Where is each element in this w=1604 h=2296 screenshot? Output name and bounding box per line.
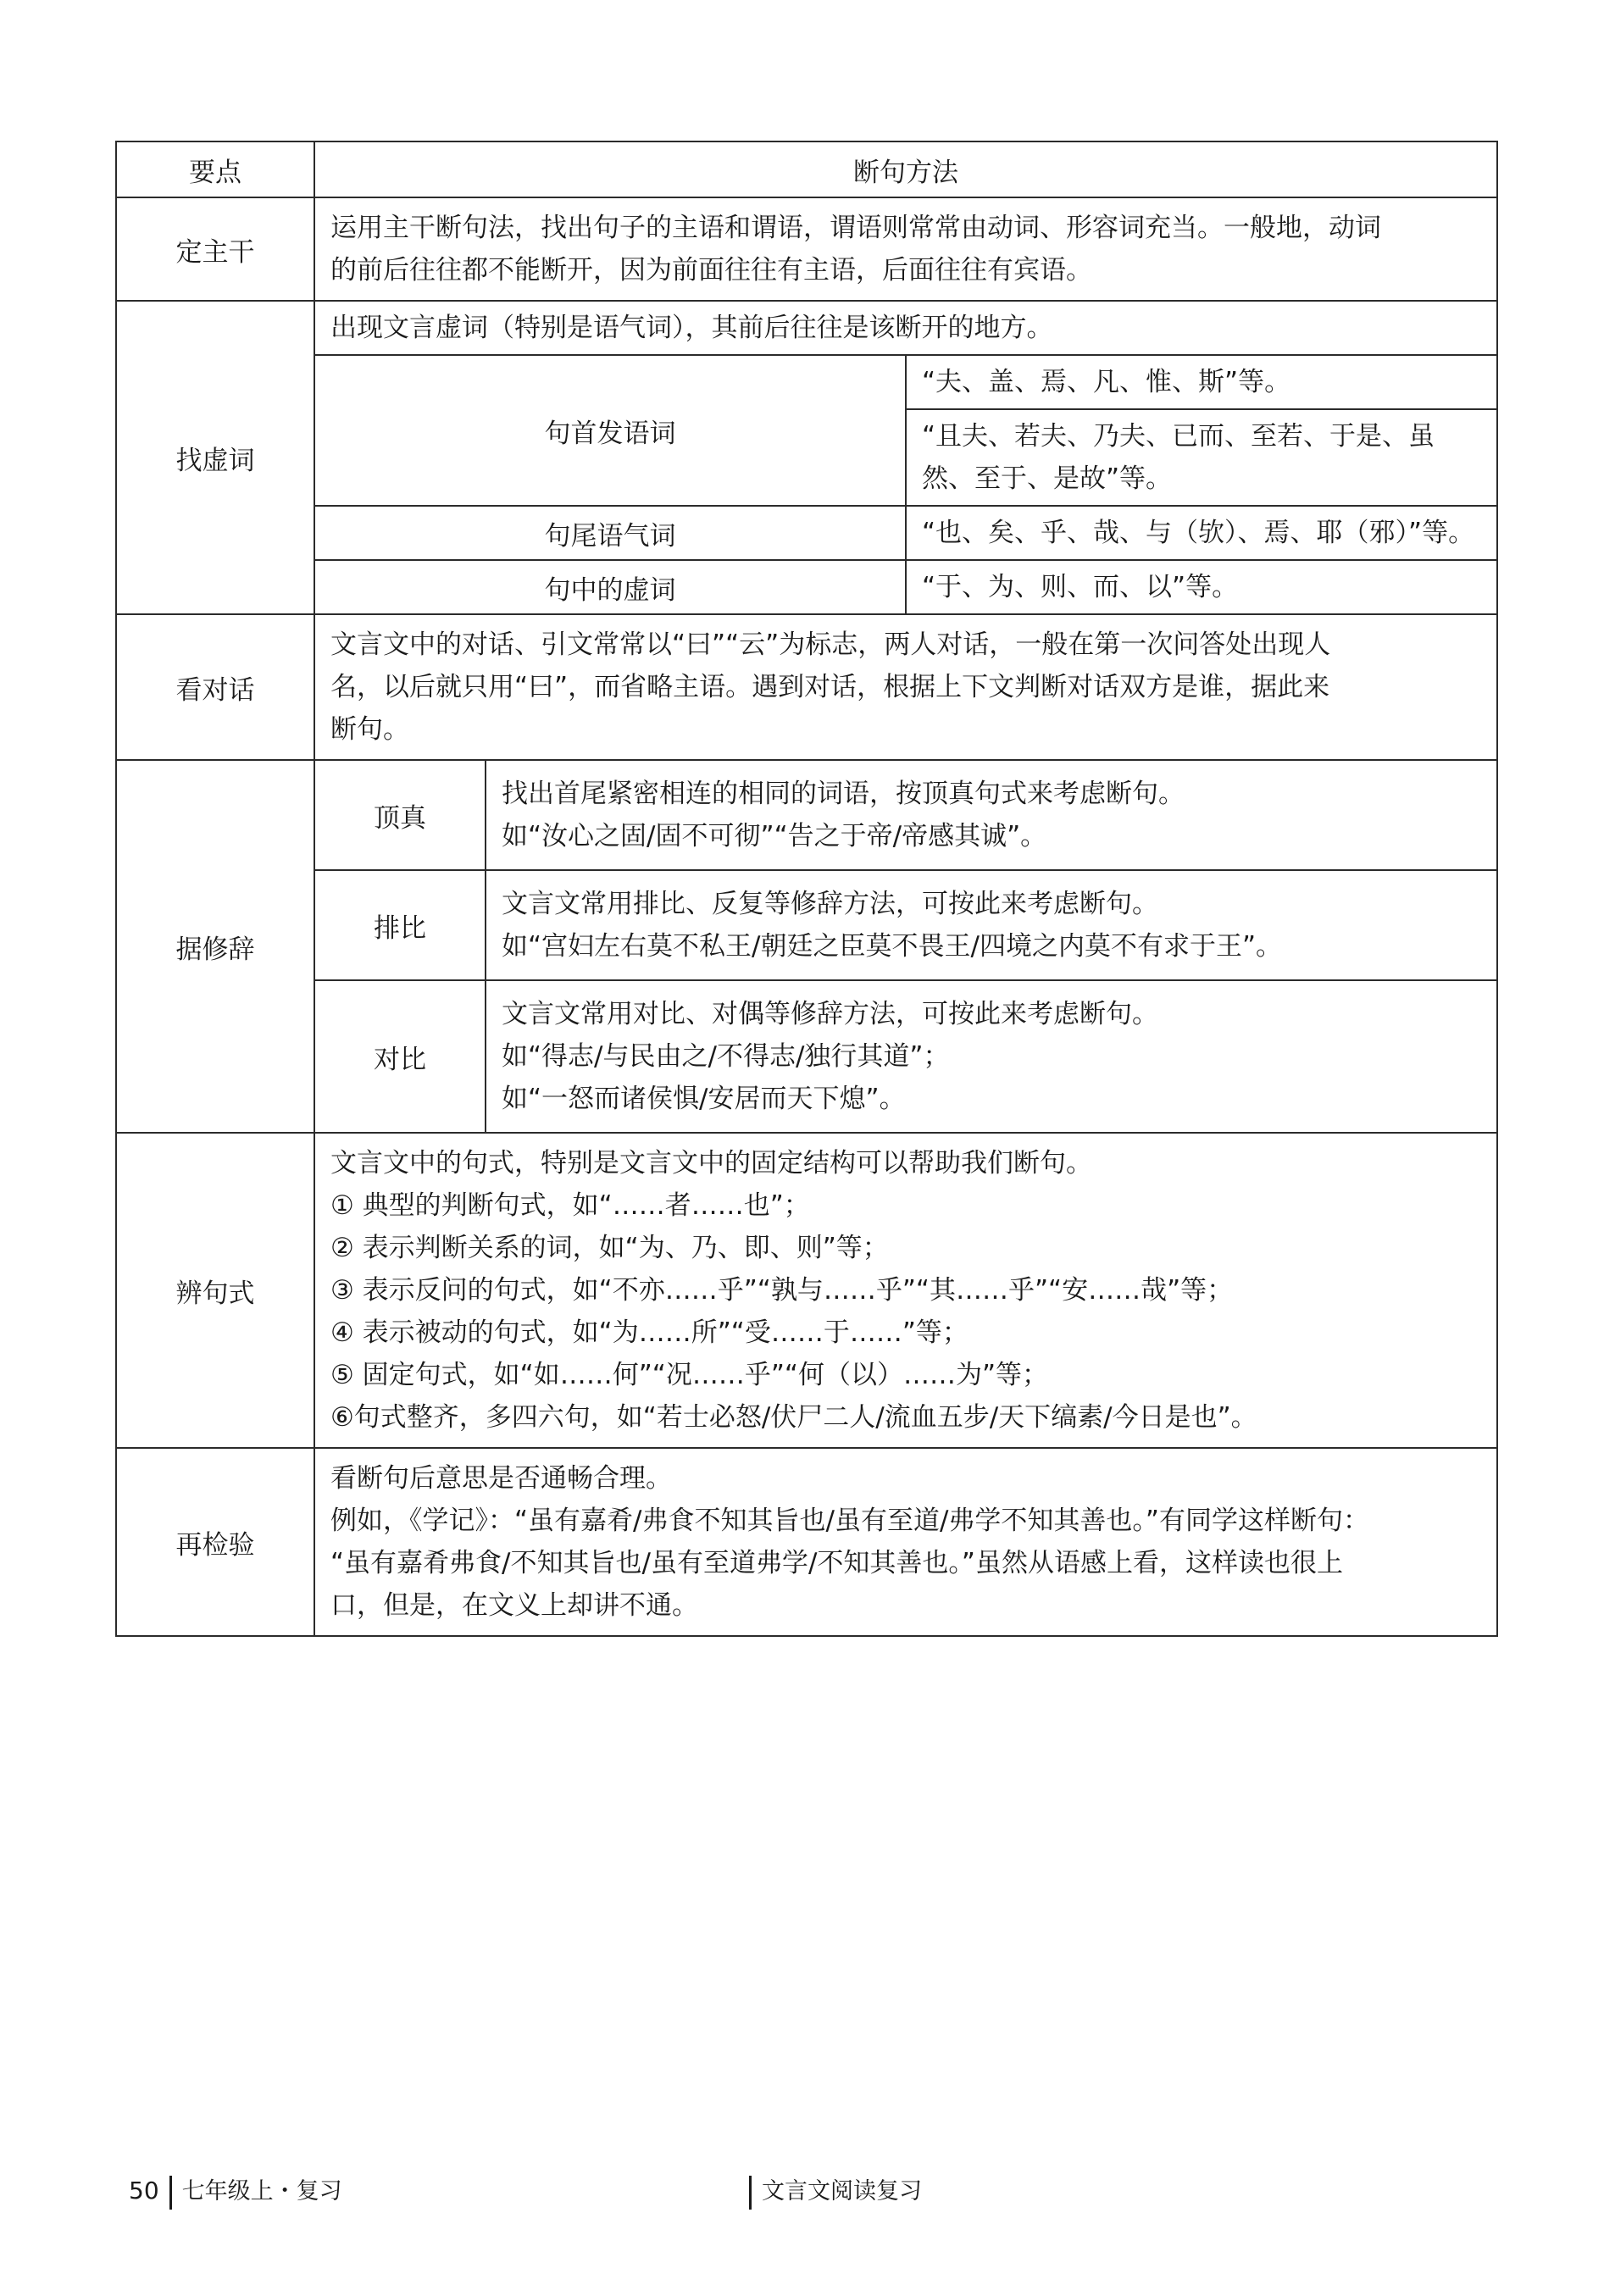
row-key: 再检验: [116, 1448, 314, 1636]
text-line: ④ 表示被动的句式，如“为……所”“受……于……”等；: [330, 1317, 969, 1348]
text-line: 如“一怒而诸侯惧/安居而天下熄”。: [502, 1084, 906, 1114]
row-content: [314, 760, 1497, 1133]
text-line: 名，以后就只用“曰”，而省略主语。遇到对话，根据上下文判断对话双方是谁，据此来: [330, 672, 1330, 702]
footer-divider: [749, 2176, 752, 2210]
xuci-intro: 出现文言虚词（特别是语气词），其前后往往是该断开的地方。: [330, 313, 1053, 343]
text-line: 断句。: [330, 714, 409, 745]
row-jushi: [116, 1133, 1497, 1448]
text-line: ② 表示判断关系的词，如“为、乃、即、则”等；: [330, 1233, 889, 1263]
text-line: 文言文中的句式，特别是文言文中的固定结构可以帮助我们断句。: [330, 1148, 1092, 1179]
text-line: 例如，《学记》：“虽有嘉肴/弗食不知其旨也/虽有至道/弗学不知其善也。”有同学这样断句：: [330, 1506, 1369, 1536]
text-line: 文言文中的对话、引文常常以“曰”“云”为标志，两人对话，一般在第一次问答处出现人: [330, 629, 1331, 660]
text-line: “且夫、若夫、乃夫、已而、至若、于是、虽然、至于、是故”等。: [906, 409, 1496, 506]
page-number: 50: [129, 2177, 159, 2204]
header-key: 要点: [116, 141, 314, 197]
text-line: 如“得志/与民由之/不得志/独行其道”；: [502, 1041, 950, 1072]
footer-divider: [169, 2176, 172, 2210]
sub-label-mid: 句中的虚词: [315, 560, 906, 613]
text-line: 口，但是，在文义上却讲不通。: [330, 1590, 698, 1621]
row-content: [314, 1448, 1497, 1636]
row-key: 找虚词: [116, 301, 314, 614]
sub-label-paibi: 排比: [315, 870, 486, 980]
footer-left: [129, 2172, 342, 2210]
text-line: 文言文常用对比、对偶等修辞方法，可按此来考虑断句。: [502, 999, 1158, 1029]
sub-label-duibi: 对比: [315, 980, 486, 1132]
row-jianyan: [116, 1448, 1497, 1636]
table-header-row: [116, 141, 1497, 197]
row-key: 据修辞: [116, 760, 314, 1133]
sub-label-dingzhen: 顶真: [315, 761, 486, 870]
text-line: 找出首尾紧密相连的相同的词语，按顶真句式来考虑断句。: [502, 779, 1185, 809]
sub-label-start: 句首发语词: [315, 355, 906, 506]
text-line: 的前后往往都不能断开，因为前面往往有主语，后面往往有宾语。: [330, 255, 1092, 286]
sub-content: [486, 870, 1496, 980]
sub-content: [486, 980, 1496, 1132]
row-content: [314, 614, 1497, 760]
text-line: “夫、盖、焉、凡、惟、斯”等。: [906, 355, 1496, 409]
row-key: 看对话: [116, 614, 314, 760]
row-duihua: [116, 614, 1497, 760]
row-xiuci: [116, 760, 1497, 1133]
row-xuci: [116, 301, 1497, 614]
text-line: “于、为、则、而、以”等。: [906, 560, 1496, 613]
header-method: 断句方法: [314, 141, 1497, 197]
text-line: ⑤ 固定句式，如“如……何”“况……乎”“何（以）……为”等；: [330, 1360, 1049, 1390]
xiuci-subtable: [315, 761, 1496, 1132]
row-zhugan: [116, 197, 1497, 301]
footer-section: 文言文阅读复习: [762, 2178, 922, 2204]
text-line: ⑥句式整齐，多四六句，如“若士必怒/伏尸二人/流血五步/天下缟素/今日是也”。: [330, 1402, 1257, 1433]
text-line: 看断句后意思是否通畅合理。: [330, 1463, 672, 1494]
text-line: 如“汝心之固/固不可彻”“告之于帝/帝感其诚”。: [502, 821, 1047, 851]
text-line: 运用主干断句法，找出句子的主语和谓语，谓语则常常由动词、形容词充当。一般地，动词: [330, 213, 1381, 243]
row-key: 定主干: [116, 197, 314, 301]
text-line: ① 典型的判断句式，如“……者……也”；: [330, 1190, 810, 1221]
text-line: 文言文常用排比、反复等修辞方法，可按此来考虑断句。: [502, 889, 1158, 919]
text-line: 如“宫妇左右莫不私王/朝廷之臣莫不畏王/四境之内莫不有求于王”。: [502, 931, 1283, 962]
row-content: [314, 1133, 1497, 1448]
text-line: “虽有嘉肴弗食/不知其旨也/虽有至道弗学/不知其善也。”虽然从语感上看，这样读也很上: [330, 1548, 1343, 1578]
sub-content: [486, 761, 1496, 870]
row-content: [314, 197, 1497, 301]
row-key: 辨句式: [116, 1133, 314, 1448]
footer-grade: 七年级上・复习: [181, 2178, 342, 2204]
text-line: ③ 表示反问的句式，如“不亦……乎”“孰与……乎”“其……乎”“安……哉”等；: [330, 1275, 1234, 1306]
row-content: [314, 301, 1497, 614]
sub-label-end: 句尾语气词: [315, 506, 906, 560]
text-line: “也、矣、乎、哉、与（欤）、焉、耶（邪）”等。: [906, 506, 1496, 560]
footer-right: [739, 2172, 922, 2210]
xuci-subtable: [315, 302, 1496, 613]
method-table: [115, 141, 1498, 1637]
